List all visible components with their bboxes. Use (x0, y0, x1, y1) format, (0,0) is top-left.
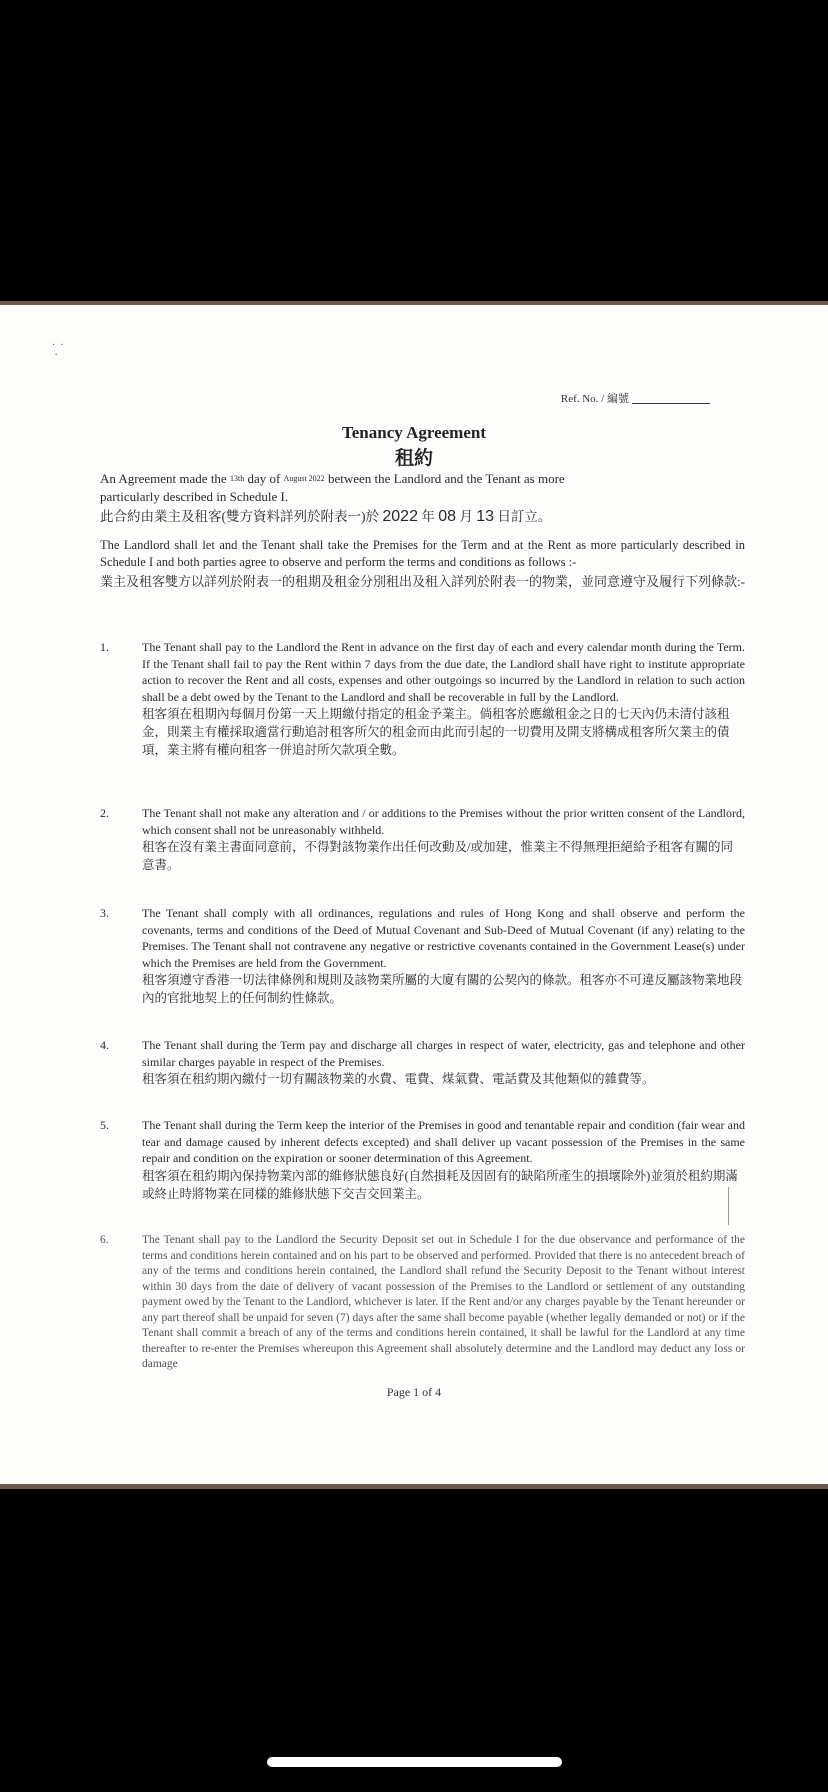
intro-zh-month: 08 (438, 508, 457, 525)
intro-chinese (100, 505, 720, 526)
intro-text-3: between the Landlord and the Tenant as more particularly described in Schedule I. (100, 471, 565, 504)
clause-2 (100, 805, 745, 874)
clause-number: 1. (100, 640, 109, 654)
clause-text-zh: 租客須遵守香港一切法律條例和規則及該物業所屬的大廈有關的公契內的條款。租客亦不可違反屬該物業地段內的官批地契上的任何制約性條款。 (142, 973, 743, 1005)
intro-zh-after: 日訂立。 (494, 509, 552, 524)
clause-number: 4. (100, 1038, 109, 1052)
intro-zh-year: 2022 (382, 508, 418, 525)
document-title-zh: 租約 (394, 448, 433, 469)
clause-text-en: The Tenant shall comply with all ordinances, regulations and rules of Hong Kong and shall observe and perform the covenants, terms and conditions of the Deed of Mutual Covenant and Sub-Deed of Mutual Covenant (if any) relating to the Premises. The Tenant shall not contravene any negative or restrictive covenants contained in the Government Lease(s) under which the Premises are held from the Government. (142, 906, 745, 970)
document-title: Tenancy Agreement (341, 423, 487, 442)
clause-1 (100, 639, 745, 759)
clause-text-en: The Tenant shall during the Term keep the interior of the Premises in good and tenantable repair and condition (fair wear and tear and damage caused by inherent defects excepted) and shall deliver up vacant possession of the Premises in the same repair and condition on the expiration or sooner determination of this Agreement. (142, 1118, 745, 1165)
document-page (0, 301, 828, 1489)
clause-number: 5. (100, 1118, 109, 1132)
intro-month: August 2022 (283, 474, 325, 483)
clause-text-en: The Tenant shall during the Term pay and discharge all charges in respect of water, electricity, gas and telephone and other similar charges payable in respect of the Premises. (142, 1038, 745, 1069)
clause-text-zh: 租客須在租約期內繳付一切有關該物業的水費、電費、煤氣費、電話費及其他類似的雜費等。 (142, 1072, 655, 1086)
clause-text-en: The Tenant shall pay to the Landlord the Rent in advance on the first day of each and every calendar month during the Term. If the Tenant shall fail to pay the Rent within 7 days from the due date, the Landlord shall have right to institute appropriate action to recover the Rent and all costs, expenses and other outgoings so incurred by the Landlord in relation to such action shall be a debt owed by the Tenant to the Landlord and shall be recoverable in full by the Landlord. (142, 640, 745, 704)
ref-label: Ref. No. / 編號 (560, 393, 629, 405)
intro-text-2: day of (244, 471, 284, 486)
ref-number (561, 390, 710, 406)
intro-zh-year-unit: 年 (417, 509, 439, 524)
clause-text-zh: 租客須在租約期內保持物業內部的維修狀態良好(自然損耗及因固有的缺陷所產生的損壞除外)並須於租約期滿或終止時將物業在同樣的維修狀態下交吉交回業主。 (142, 1168, 738, 1201)
intro-zh-day: 13 (476, 508, 495, 525)
clause-6 (100, 1233, 745, 1373)
ref-blank-line (632, 403, 710, 404)
home-indicator[interactable] (267, 1757, 562, 1767)
terms-intro-paragraph: The Landlord shall let and the Tenant shall take the Premises for the Term and at the Rent as more particularly described in Schedule I and both parties agree to observe and perform the terms and conditions as follows :- (100, 538, 745, 569)
intro-zh-before: 此合約由業主及租客(雙方資料詳列於附表一)於 (100, 509, 383, 524)
intro-zh-month-unit: 月 (456, 509, 477, 524)
clause-text-en: The Tenant shall pay to the Landlord the Security Deposit set out in Schedule I for the due observance and performance of the terms and conditions herein contained and on his part to be observed and performed. Provided that there is no antecedent breach of any of the terms and conditions herein contained, the Landlord shall refund the Security Deposit to the Tenant without interest within 30 days from the date of delivery of vacant possession of the Premises to the Landlord or settlement of any outstanding payment owed by the Tenant to the Landlord, whichever is later. If the Rent and/or any charges payable by the Tenant hereunder or any part thereof shall be unpaid for seven (7) days after the same shall become payable (whether legally demanded or not) or if the Tenant shall commit a breach of any of the terms and conditions herein contained, it shall be lawful for the Landlord at any time thereafter to re-enter the Premises whereupon this Agreement shall absolutely determine and the Landlord may deduct any loss or damage (142, 1234, 745, 1370)
terms-intro-paragraph-zh: 業主及租客雙方以詳列於附表一的租期及租金分別租出及租入詳列於附表一的物業，並同意遵守及履行下列條款:- (100, 574, 745, 589)
clause-5 (100, 1117, 745, 1203)
clause-text-en: The Tenant shall not make any alteration and / or additions to the Premises without the prior written consent of the Landlord, which consent shall not be unreasonably withheld. (142, 806, 745, 837)
clause-3 (100, 905, 745, 1007)
intro-day: 13th (229, 474, 245, 483)
clause-number: 2. (100, 806, 109, 820)
clause-4 (100, 1037, 745, 1088)
scan-marks: · · · (52, 340, 64, 361)
clause-number: 3. (100, 906, 109, 920)
intro-text-1: An Agreement made the (100, 471, 230, 486)
clause-text-zh: 租客在沒有業主書面同意前，不得對該物業作出任何改動及/或加建，惟業主不得無理拒絕給予租客有關的同意書。 (142, 840, 733, 872)
margin-mark (728, 1187, 729, 1225)
clause-text-zh: 租客須在租期內每個月份第一天上期繳付指定的租金予業主。倘租客於應繳租金之日的七天內仍未清付該租金，則業主有權採取適當行動追討租客所欠的租金而由此而引起的一切費用及開支將構成租客所欠業主的債項，業主將有權向租客一併追討所欠款項全數。 (142, 707, 730, 757)
page-number: Page 1 of 4 (386, 1385, 442, 1399)
intro-english (100, 470, 620, 506)
clause-number: 6. (100, 1234, 109, 1246)
